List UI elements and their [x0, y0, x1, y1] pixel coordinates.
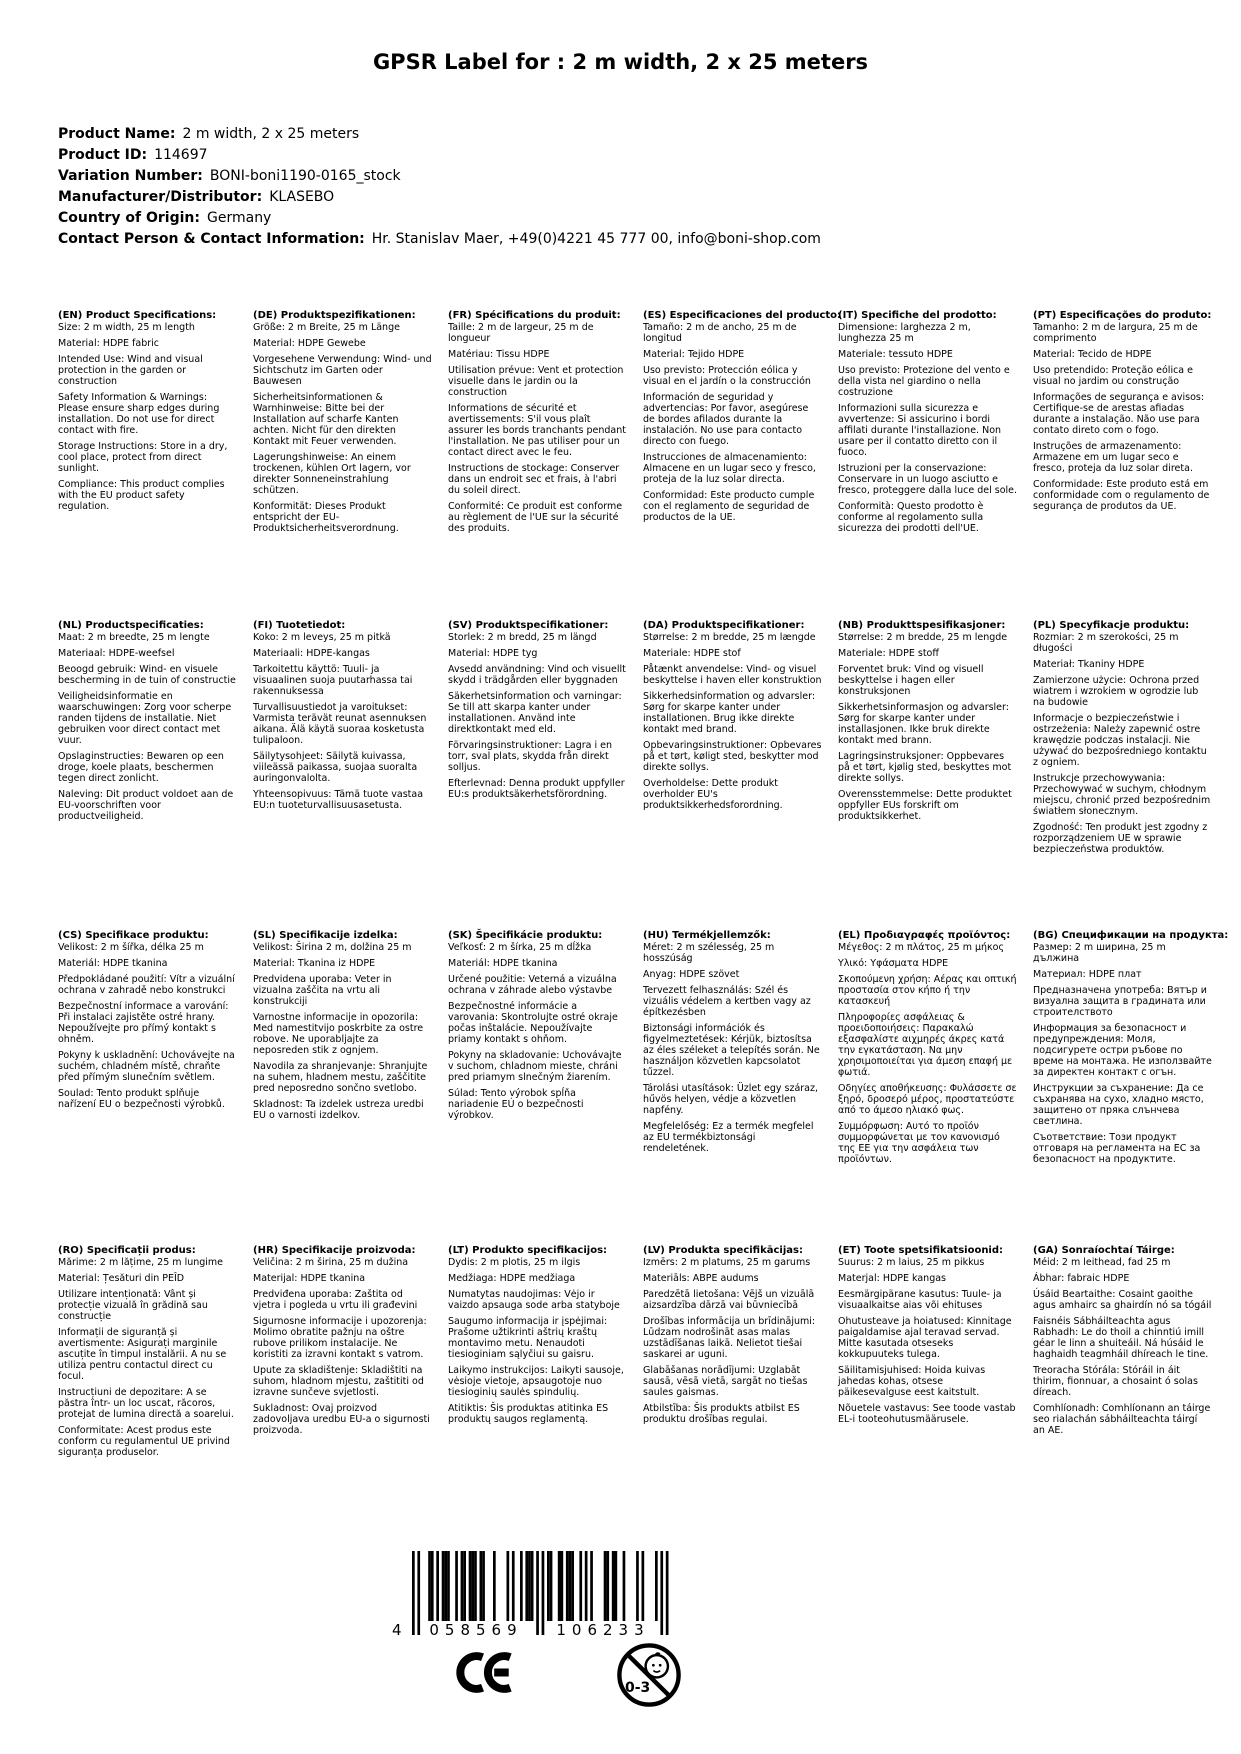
barcode-digits-group2: 106233 [556, 1621, 650, 1639]
lang-block-fi [253, 620, 448, 930]
spec-paragraph: Materiale: tessuto HDPE [838, 349, 953, 360]
product-info-value: Germany [207, 210, 272, 226]
lang-block-header: (SK) Špecifikácie produktu: [448, 930, 603, 941]
lang-block-header: (ES) Especificaciones del producto: [643, 310, 842, 321]
spec-paragraph: Pokyny k uskladnění: Uchovávejte na suchém, chladném místě, chraňte před přímým slunečním světlem. [58, 1050, 235, 1083]
spec-paragraph: Efterlevnad: Denna produkt uppfyller EU:s produktsäkerhetsförordning. [448, 778, 625, 800]
lang-block-hr [253, 1245, 448, 1463]
spec-paragraph: Atbilstība: Šis produkts atbilst ES produktu drošības regulai. [643, 1403, 800, 1425]
spec-paragraph: Atitiktis: Šis produktas atitinka ES produktų saugos reglamentą. [448, 1403, 609, 1425]
spec-paragraph: Soulad: Tento produkt splňuje nařízení EU o bezpečnosti výrobků. [58, 1088, 225, 1110]
spec-paragraph: Súlad: Tento výrobok spĺňa nariadenie EÚ o bezpečnosti výrobkov. [448, 1088, 584, 1121]
spec-paragraph: Съответствие: Този продукт отговаря на регламента на ЕС за безопасност на продуктите. [1033, 1132, 1201, 1165]
spec-paragraph: Ábhar: fabraic HDPE [1033, 1273, 1130, 1284]
spec-paragraph: Konformität: Dieses Produkt entspricht der EU-Produktsicherheitsverordnung. [253, 501, 399, 534]
spec-paragraph: Veľkosť: 2 m šírka, 25 m dĺžka [448, 942, 592, 953]
product-info-value: 2 m width, 2 x 25 meters [182, 126, 360, 142]
spec-paragraph: Comhlíonadh: Comhlíonann an táirge seo rialachán sábháilteachta táirgí an AE. [1033, 1403, 1211, 1436]
product-info-row [58, 166, 821, 187]
lang-block-header: (LV) Produkta specifikācijas: [643, 1245, 803, 1256]
spec-paragraph: Utilizare intenționată: Vânt și protecție vizuală în grădină sau construcție [58, 1289, 208, 1322]
spec-paragraph: Säkerhetsinformation och varningar: Se till att skarpa kanter under installationen. Använd inte direktkontakt med eld. [448, 691, 622, 735]
product-info-value: 114697 [154, 147, 208, 163]
spec-paragraph: Bezpečnostné informácie a varovania: Skontrolujte ostré okraje počas inštalácie. Nepoužívajte priamy kontakt s ohňom. [448, 1001, 618, 1045]
lang-block-cs [58, 930, 253, 1245]
spec-paragraph: Informazioni sulla sicurezza e avvertenze: Si assicurino i bordi affilati durante l'installazione. Non usare per il contatto diretto con il fuoco. [838, 403, 1002, 458]
lang-block-el [838, 930, 1033, 1245]
spec-paragraph: Инструкции за съхранение: Да се съхранява на сухо, хладно място, защитено от пряка слънчева светлина. [1033, 1083, 1204, 1127]
spec-paragraph: Materjal: HDPE kangas [838, 1273, 947, 1284]
spec-paragraph: Sigurnosne informacije i upozorenja: Molimo obratite pažnju na oštre rubove prilikom instalacije. Ne koristiti za izravni kontakt s vatrom. [253, 1316, 427, 1360]
spec-paragraph: Forventet bruk: Vind og visuell beskyttelse i hagen eller konstruksjonen [838, 664, 984, 697]
age-warning-label: 0-3 [625, 1680, 651, 1696]
spec-paragraph: Lagringsinstruksjoner: Oppbevares på et tørt, kjølig sted, beskyttes mot direkte sollys. [838, 751, 1012, 784]
lang-block-header: (SV) Produktspecifikationer: [448, 620, 609, 631]
spec-paragraph: Påtænkt anvendelse: Vind- og visuel beskyttelse i haven eller konstruktion [643, 664, 822, 686]
spec-paragraph: Materiaali: HDPE-kangas [253, 648, 370, 659]
spec-paragraph: Paredzētā lietošana: Vējš un vizuālā aizsardzība dārzā vai būvniecībā [643, 1289, 815, 1311]
lang-block-es [643, 310, 842, 620]
lang-block-et [838, 1245, 1033, 1463]
spec-paragraph: Treoracha Stórála: Stóráil in áit thirim, fionnuar, a chosaint ó solas díreach. [1033, 1365, 1198, 1398]
spec-paragraph: Uso previsto: Protezione del vento e della vista nel giardino o nella costruzione [838, 365, 1010, 398]
spec-paragraph: Información de seguridad y advertencias: Por favor, asegúrese de bordes afilados durante la instalación. No use para contacto directo con fuego. [643, 392, 809, 447]
spec-paragraph: Οδηγίες αποθήκευσης: Φυλάσσετε σε ξηρό, δροσερό μέρος, προστατεύστε από το άμεσο ηλιακό φως. [838, 1083, 1017, 1116]
spec-paragraph: Instructions de stockage: Conserver dans un endroit sec et frais, à l'abri du soleil direct. [448, 463, 620, 496]
lang-block-header: (PL) Specyfikacje produktu: [1033, 620, 1190, 631]
spec-paragraph: Materiale: HDPE stof [643, 648, 741, 659]
spec-paragraph: Ohutusteave ja hoiatused: Kinnitage paigaldamise ajal teravad servad. Mitte kasutada otseseks kokkupuuteks tulega. [838, 1316, 1012, 1360]
spec-paragraph: Conformità: Questo prodotto è conforme al regolamento sulla sicurezza dei prodotti dell'UE. [838, 501, 984, 534]
spec-paragraph: Tarkoitettu käyttö: Tuuli- ja visuaalinen suoja puutarhassa tai rakennuksessa [253, 664, 413, 697]
lang-block-header: (NL) Productspecificaties: [58, 620, 204, 631]
lang-block-header: (BG) Спецификации на продукта: [1033, 930, 1229, 941]
lang-block-header: (EL) Προδιαγραφές προϊόντος: [838, 930, 1011, 941]
lang-block-hu [643, 930, 838, 1245]
spec-paragraph: Informacje o bezpieczeństwie i ostrzeżenia: Należy zapewnić ostre krawędzie podczas instalacji. Nie używać do bezpośredniego kontaktu z ogniem. [1033, 713, 1207, 768]
product-info-row [58, 208, 821, 229]
spec-paragraph: Pokyny na skladovanie: Uchovávajte v suchom, chladnom mieste, chráni pred priamym slnečným žiarením. [448, 1050, 622, 1083]
spec-paragraph: Matériau: Tissu HDPE [448, 349, 550, 360]
spec-paragraph: Saugumo informacija ir įspėjimai: Prašome užtikrinti aštrių kraštų montavimo metu. Nenaudoti tiesioginiam sąlyčiui su gaisru. [448, 1316, 608, 1360]
spec-paragraph: Zgodność: Ten produkt jest zgodny z rozporządzeniem UE w sprawie bezpieczeństwa produktów. [1033, 822, 1208, 855]
lang-block-header: (IT) Specifiche del prodotto: [838, 310, 997, 321]
lang-block-header: (RO) Specificații produs: [58, 1245, 196, 1256]
lang-block-nb [838, 620, 1033, 930]
spec-paragraph: Μέγεθος: 2 m πλάτος, 25 m μήκος [838, 942, 1005, 953]
barcode-digit-left: 4 [392, 1621, 402, 1639]
spec-paragraph: Anyag: HDPE szövet [643, 969, 740, 980]
spec-paragraph: Material: Tecido de HDPE [1033, 349, 1152, 360]
spec-paragraph: Taille: 2 m de largeur, 25 m de longueur [448, 322, 594, 344]
spec-paragraph: Opbevaringsinstruktioner: Opbevares på et tørt, køligt sted, beskytter mod direkte sollys. [643, 740, 822, 773]
spec-paragraph: Sikkerhedsinformation og advarsler: Sørg for skarpe kanter under installationen. Brug ikke direkte kontakt med brand. [643, 691, 816, 735]
spec-paragraph: Tárolási utasítások: Üzlet egy száraz, hűvös helyen, védje a közvetlen napfény. [643, 1083, 818, 1116]
spec-paragraph: Numatytas naudojimas: Vėjo ir vaizdo apsauga sode arba statyboje [448, 1289, 620, 1311]
spec-paragraph: Yhteensopivuus: Tämä tuote vastaa EU:n tuoteturvallisuusasetusta. [253, 789, 424, 811]
spec-paragraph: Nõuetele vastavus: See toode vastab EL-i tooteohutusmäärusele. [838, 1403, 1016, 1425]
spec-paragraph: Material: Țesături din PEÎD [58, 1273, 185, 1284]
spec-paragraph: Varnostne informacije in opozorila: Med namestitvijo poskrbite za ostre robove. Ne uporabljajte za neposreden stik z ognjem. [253, 1012, 424, 1056]
spec-paragraph: Storlek: 2 m bredd, 25 m längd [448, 632, 597, 643]
lang-block-header: (EN) Product Specifications: [58, 310, 217, 321]
spec-paragraph: Velikost: Širina 2 m, dolžina 25 m [253, 942, 412, 953]
spec-paragraph: Säilytysohjeet: Säilytä kuivassa, viileässä paikassa, suojaa suoralta auringonvalolta. [253, 751, 418, 784]
spec-paragraph: Overensstemmelse: Dette produktet oppfyller EUs forskrift om produktsikkerhet. [838, 789, 1012, 822]
spec-paragraph: Συμμόρφωση: Αυτό το προϊόν συμμορφώνεται με τον κανονισμό της ΕΕ για την ασφάλεια των προϊόντων. [838, 1121, 1000, 1165]
spec-paragraph: Uso pretendido: Proteção eólica e visual no jardim ou construção [1033, 365, 1193, 387]
product-info-label: Product ID: [58, 147, 148, 163]
spec-paragraph: Veličina: 2 m širina, 25 m dužina [253, 1257, 409, 1268]
spec-paragraph: Materijal: HDPE tkanina [253, 1273, 366, 1284]
spec-paragraph: Drošības informācija un brīdinājumi: Lūdzam nodrošināt asas malas uzstādīšanas laikā. Nelietot tiešai saskarei ar uguni. [643, 1316, 816, 1360]
spec-paragraph: Size: 2 m width, 25 m length [58, 322, 195, 333]
spec-paragraph: Material: Tkanina iz HDPE [253, 958, 376, 969]
lang-block-nl [58, 620, 253, 930]
spec-paragraph: Medžiaga: HDPE medžiaga [448, 1273, 576, 1284]
spec-paragraph: Conformidad: Este producto cumple con el reglamento de seguridad de productos de la UE. [643, 490, 815, 523]
spec-paragraph: Předpokládané použití: Vítr a vizuální ochrana v zahradě nebo konstrukci [58, 974, 235, 996]
spec-paragraph: Conformidade: Este produto está em conformidade com o regulamento de segurança de produtos da UE. [1033, 479, 1210, 512]
lang-block-sl [253, 930, 448, 1245]
spec-paragraph: Conformitate: Acest produs este conform cu regulamentul UE privind siguranța produselor. [58, 1425, 230, 1458]
lang-block-lv [643, 1245, 838, 1463]
spec-paragraph: Megfelelőség: Ez a termék megfelel az EU termékbiztonsági rendeletének. [643, 1121, 814, 1154]
product-info-row [58, 187, 821, 208]
spec-paragraph: Méid: 2 m leithead, fad 25 m [1033, 1257, 1171, 1268]
lang-block-lt [448, 1245, 643, 1463]
spec-paragraph: Materiał: Tkaniny HDPE [1033, 659, 1145, 670]
spec-paragraph: Istruzioni per la conservazione: Conservare in un luogo asciutto e fresco, proteggere dalla luce del sole. [838, 463, 1018, 496]
spec-paragraph: Skladnost: Ta izdelek ustreza uredbi EU o varnosti izdelkov. [253, 1099, 424, 1121]
spec-paragraph: Vorgesehene Verwendung: Wind- und Sichtschutz im Garten oder Bauwesen [253, 354, 432, 387]
spec-paragraph: Compliance: This product complies with the EU product safety regulation. [58, 479, 225, 512]
spec-paragraph: Storage Instructions: Store in a dry, cool place, protect from direct sunlight. [58, 441, 228, 474]
spec-paragraph: Eesmärgipärane kasutus: Tuule- ja visuaalkaitse aias või ehituses [838, 1289, 1002, 1311]
lang-block-de [253, 310, 448, 620]
spec-paragraph: Tamaño: 2 m de ancho, 25 m de longitud [643, 322, 797, 344]
spec-paragraph: Určené použitie: Veterná a vizuálna ochrana v záhrade alebo výstavbe [448, 974, 617, 996]
product-info-label: Product Name: [58, 126, 176, 142]
spec-paragraph: Materiaal: HDPE-weefsel [58, 648, 175, 659]
spec-paragraph: Turvallisuustiedot ja varoitukset: Varmista terävät reunat asennuksen aikana. Älä käytä suoraa kosketusta tulipaloon. [253, 702, 427, 746]
lang-block-header: (DA) Produktspecifikationer: [643, 620, 805, 631]
product-info-row [58, 124, 821, 145]
spec-paragraph: Materiale: HDPE stoff [838, 648, 939, 659]
lang-block-header: (ET) Toote spetsifikatsioonid: [838, 1245, 1004, 1256]
lang-block-pl [1033, 620, 1228, 930]
lang-block-header: (FR) Spécifications du produit: [448, 310, 621, 321]
lang-block-header: (DE) Produktspezifikationen: [253, 310, 416, 321]
spec-paragraph: Avsedd användning: Vind och visuellt skydd i trädgården eller byggnaden [448, 664, 626, 686]
lang-block-sk [448, 930, 643, 1245]
spec-paragraph: Uso previsto: Protección eólica y visual en el jardín o la construcción [643, 365, 811, 387]
spec-paragraph: Instrucțiuni de depozitare: A se păstra într- un loc uscat, răcoros, protejat de lumina directă a soarelui. [58, 1387, 234, 1420]
spec-paragraph: Informații de siguranță și avertismente: Asigurați marginile ascuțite în timpul instalării. A nu se utiliza pentru contactul direct cu focul. [58, 1327, 227, 1382]
spec-paragraph: Material: HDPE Gewebe [253, 338, 366, 349]
spec-paragraph: Materiál: HDPE tkanina [448, 958, 558, 969]
spec-paragraph: Velikost: 2 m šířka, délka 25 m [58, 942, 204, 953]
spec-paragraph: Dimensione: larghezza 2 m, lunghezza 25 m [838, 322, 971, 344]
spec-paragraph: Naleving: Dit product voldoet aan de EU-voorschriften voor productveiligheid. [58, 789, 234, 822]
spec-paragraph: Sicherheitsinformationen & Warnhinweise: Bitte bei der Installation auf scharfe Kanten achten. Nicht für den direkten Kontakt mit Feuer verwenden. [253, 392, 399, 447]
spec-paragraph: Größe: 2 m Breite, 25 m Länge [253, 322, 400, 333]
spec-paragraph: Material: Tejido HDPE [643, 349, 745, 360]
spec-paragraph: Størrelse: 2 m bredde, 25 m lengde [838, 632, 1008, 643]
spec-paragraph: Instrucciones de almacenamiento: Almacene en un lugar seco y fresco, proteja de la luz solar directa. [643, 452, 816, 485]
spec-paragraph: Σκοπούμενη χρήση: Αέρας και οπτική προστασία στον κήπο ή την κατασκευή [838, 974, 1017, 1007]
product-info-value: BONI-boni1190-0165_stock [209, 168, 401, 184]
spec-paragraph: Material: HDPE tyg [448, 648, 538, 659]
spec-paragraph: Maat: 2 m breedte, 25 m lengte [58, 632, 210, 643]
product-info-row [58, 229, 821, 250]
ce-mark-icon [452, 1652, 516, 1697]
lang-block-header: (PT) Especificações do produto: [1033, 310, 1212, 321]
spec-paragraph: Størrelse: 2 m bredde, 25 m længde [643, 632, 816, 643]
product-info-label: Contact Person & Contact Information: [58, 231, 365, 247]
spec-paragraph: Overholdelse: Dette produkt overholder EU's produktsikkerhedsforordning. [643, 778, 783, 811]
spec-paragraph: Lagerungshinweise: An einem trockenen, kühlen Ort lagern, vor direkter Sonneneinstrahlung schützen. [253, 452, 411, 496]
lang-block-da [643, 620, 838, 930]
spec-paragraph: Informations de sécurité et avertissements: S'il vous plaît assurer les bords tranchants pendant l'installation. Ne pas utiliser pour un contact direct avec le feu. [448, 403, 626, 458]
spec-paragraph: Предназначена употреба: Вятър и визуална защита в градината или строителството [1033, 985, 1207, 1018]
spec-paragraph: Säilitamisjuhised: Hoida kuivas jahedas kohas, otsese päikesevalguse eest kaitstult. [838, 1365, 986, 1398]
lang-block-pt [1033, 310, 1228, 620]
spec-paragraph: Dydis: 2 m plotis, 25 m ilgis [448, 1257, 581, 1268]
spec-paragraph: Koko: 2 m leveys, 25 m pitkä [253, 632, 391, 643]
product-info-row [58, 145, 821, 166]
spec-paragraph: Navodila za shranjevanje: Shranjujte na suhem, hladnem mestu, zaščitite pred neposredno sončno svetlobo. [253, 1061, 428, 1094]
spec-paragraph: Förvaringsinstruktioner: Lagra i en torr, sval plats, skydda från direkt solljus. [448, 740, 613, 773]
lang-block-bg [1033, 930, 1228, 1245]
spec-paragraph: Safety Information & Warnings: Please ensure sharp edges during installation. Do not use for direct contact with fire. [58, 392, 220, 436]
spec-paragraph: Suurus: 2 m laius, 25 m pikkus [838, 1257, 985, 1268]
barcode-digits-group1: 058569 [429, 1621, 523, 1639]
lang-block-header: (HR) Specifikacije proizvoda: [253, 1245, 416, 1256]
product-info-value: KLASEBO [269, 189, 335, 205]
page-title: GPSR Label for : 2 m width, 2 x 25 meters [372, 50, 869, 74]
lang-block-header: (FI) Tuotetiedot: [253, 620, 346, 631]
spec-paragraph: Beoogd gebruik: Wind- en visuele bescherming in de tuin of constructie [58, 664, 236, 686]
spec-paragraph: Πληροφορίες ασφάλειας & προειδοποιήσεις: Παρακαλώ εξασφαλίστε αιχμηρές άκρες κατά την εγκατάσταση. Να μην χρησιμοποιείται για άμεση επαφή με φωτιά. [838, 1012, 1013, 1078]
lang-block-header: (HU) Termékjellemzők: [643, 930, 771, 941]
lang-block-header: (CS) Specifikace produktu: [58, 930, 209, 941]
spec-paragraph: Instrukcje przechowywania: Przechowywać w suchym, chłodnym miejscu, chronić przed bezpośrednim światłem słonecznym. [1033, 773, 1211, 817]
spec-paragraph: Laikymo instrukcijos: Laikyti sausoje, vėsioje vietoje, apsaugotoje nuo tiesioginių saulės spindulių. [448, 1365, 624, 1398]
lang-block-sv [448, 620, 643, 930]
language-grid [58, 310, 1228, 1463]
spec-paragraph: Conformité: Ce produit est conforme au règlement de l'UE sur la sécurité des produits. [448, 501, 623, 534]
spec-paragraph: Размер: 2 m ширина, 25 m дължина [1033, 942, 1166, 964]
spec-paragraph: Tamanho: 2 m de largura, 25 m de comprimento [1033, 322, 1198, 344]
spec-paragraph: Bezpečnostní informace a varování: Při instalaci zajistěte ostré hrany. Nepoužívejte pro přímý kontakt s ohněm. [58, 1001, 229, 1045]
lang-block-en [58, 310, 253, 620]
lang-block-ga [1033, 1245, 1228, 1463]
spec-paragraph: Rozmiar: 2 m szerokości, 25 m długości [1033, 632, 1179, 654]
lang-block-it [838, 310, 1033, 620]
lang-block-fr [448, 310, 643, 620]
spec-paragraph: Úsáid Beartaithe: Cosaint gaoithe agus amhairc sa ghairdín nó sa tógáil [1033, 1289, 1212, 1311]
product-info [58, 124, 821, 250]
spec-paragraph: Sikkerhetsinformasjon og advarsler: Sørg for skarpe kanter under installasjonen. Ikke bruk direkte kontakt med brann. [838, 702, 1009, 746]
spec-paragraph: Материал: HDPE плат [1033, 969, 1142, 980]
spec-paragraph: Glabāšanas norādījumi: Uzglabāt sausā, vēsā vietā, sargāt no tiešas saules gaismas. [643, 1365, 808, 1398]
product-info-label: Country of Origin: [58, 210, 200, 226]
product-info-label: Variation Number: [58, 168, 203, 184]
lang-block-header: (GA) Sonraíochtaí Táirge: [1033, 1245, 1175, 1256]
spec-paragraph: Materiāls: ABPE audums [643, 1273, 759, 1284]
lang-block-ro [58, 1245, 253, 1463]
age-warning-icon [616, 1642, 682, 1708]
spec-paragraph: Méret: 2 m szélesség, 25 m hosszúság [643, 942, 775, 964]
spec-paragraph: Biztonsági információk és figyelmeztetések: Kérjük, biztosítsa az éles széleket a telepítés során. Ne használjon közvetlen kapcsolatot tűzzel. [643, 1023, 820, 1078]
spec-paragraph: Υλικό: Υφάσματα HDPE [838, 958, 949, 969]
spec-paragraph: Izmērs: 2 m platums, 25 m garums [643, 1257, 811, 1268]
product-info-value: Hr. Stanislav Maer, +49(0)4221 45 777 00, info@boni-shop.com [371, 231, 821, 247]
spec-paragraph: Tervezett felhasználás: Szél és vizuális védelem a kertben vagy az építkezésben [643, 985, 811, 1018]
spec-paragraph: Instruções de armazenamento: Armazene em um lugar seco e fresco, proteja da luz solar direta. [1033, 441, 1193, 474]
lang-block-header: (SL) Specifikacije izdelka: [253, 930, 398, 941]
spec-paragraph: Sukladnost: Ovaj proizvod zadovoljava uredbu EU-a o sigurnosti proizvoda. [253, 1403, 430, 1436]
spec-paragraph: Material: HDPE fabric [58, 338, 159, 349]
spec-paragraph: Faisnéis Sábháilteachta agus Rabhadh: Le do thoil a chinntiú imill géar le linn a shuiteáil. Ná húsáid le haghaidh teagmháil dhíreach le tine. [1033, 1316, 1209, 1360]
lang-block-header: (NB) Produkttspesifikasjoner: [838, 620, 1006, 631]
spec-paragraph: Opslaginstructies: Bewaren op een droge, koele plaats, beschermen tegen direct zonlicht. [58, 751, 224, 784]
spec-paragraph: Utilisation prévue: Vent et protection visuelle dans le jardin ou la construction [448, 365, 624, 398]
spec-paragraph: Mărime: 2 m lățime, 25 m lungime [58, 1257, 224, 1268]
spec-paragraph: Veiligheidsinformatie en waarschuwingen: Zorg voor scherpe randen tijdens de installatie. Niet gebruiken voor direct contact met vuur. [58, 691, 232, 746]
ean13-barcode [392, 1551, 674, 1643]
spec-paragraph: Informações de segurança e avisos: Certifique-se de arestas afiadas durante a instalação. Não use para contato direto com o fogo. [1033, 392, 1205, 436]
spec-paragraph: Predvidena uporaba: Veter in vizualna zaščita na vrtu ali konstrukciji [253, 974, 392, 1007]
spec-paragraph: Zamierzone użycie: Ochrona przed wiatrem i wzrokiem w ogrodzie lub na budowie [1033, 675, 1200, 708]
spec-paragraph: Predviđena uporaba: Zaštita od vjetra i pogleda u vrtu ili građevini [253, 1289, 418, 1311]
spec-paragraph: Информация за безопасност и предупреждения: Моля, подсигурете остри ръбове по време на монтажа. Не използвайте за директен контакт с огън. [1033, 1023, 1212, 1078]
spec-paragraph: Materiál: HDPE tkanina [58, 958, 168, 969]
spec-paragraph: Upute za skladištenje: Skladištiti na suhom, hladnom mjestu, zaštititi od izravne sunčeve svjetlosti. [253, 1365, 424, 1398]
spec-paragraph: Intended Use: Wind and visual protection in the garden or construction [58, 354, 203, 387]
lang-block-header: (LT) Produkto specifikacijos: [448, 1245, 608, 1256]
product-info-label: Manufacturer/Distributor: [58, 189, 263, 205]
